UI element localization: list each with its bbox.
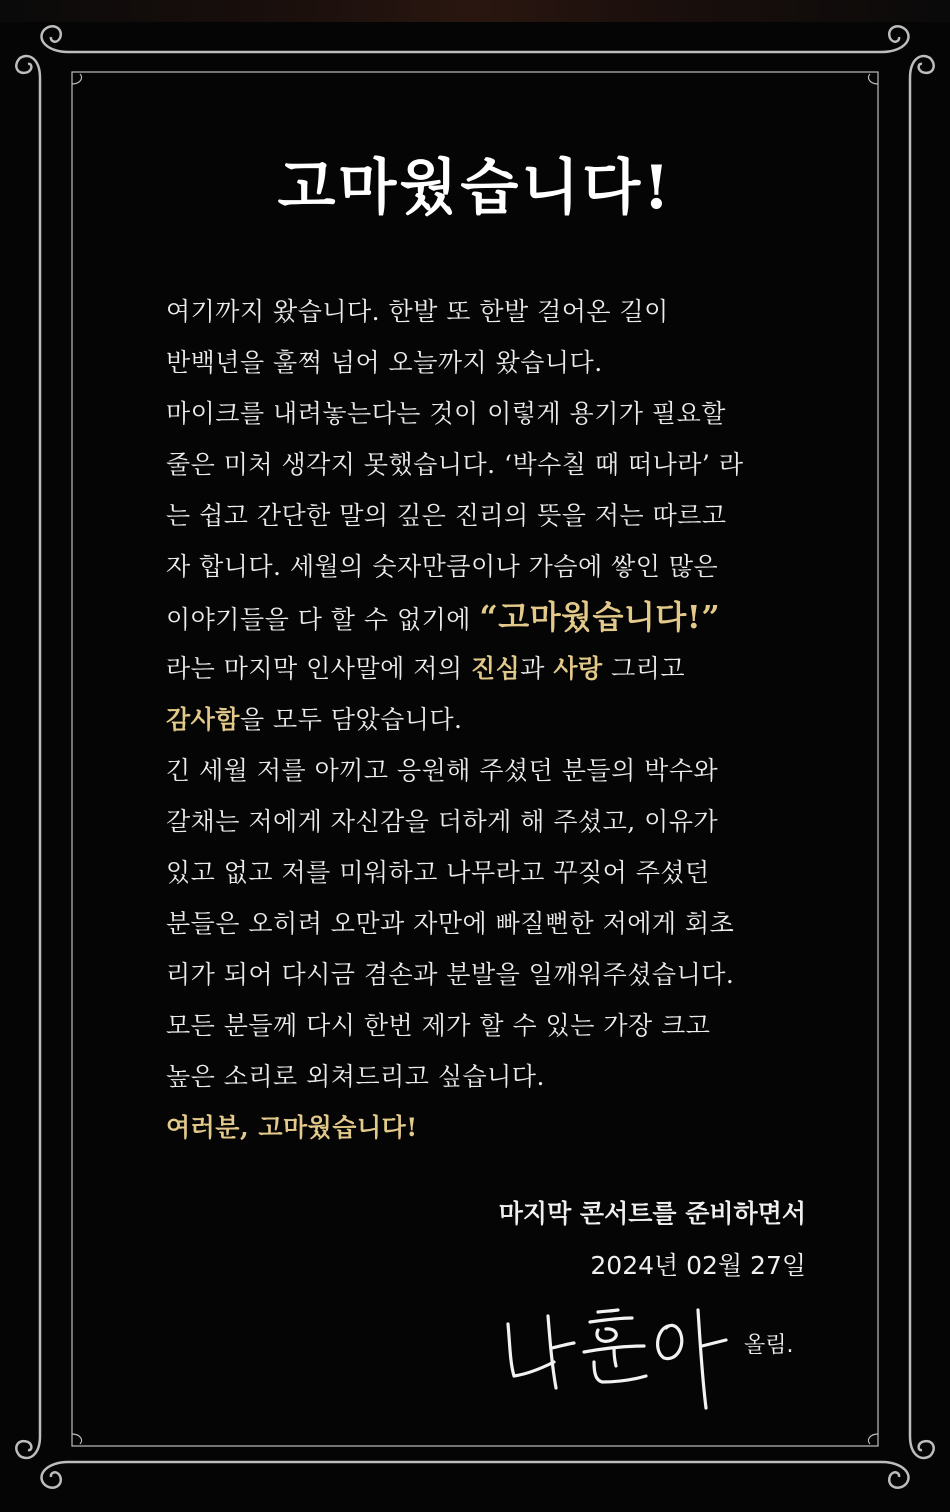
body-line: 높은 소리로 외쳐드리고 싶습니다. xyxy=(166,1062,545,1091)
highlight-everyone-thanks: 여러분, 고마웠습니다! xyxy=(166,1113,418,1142)
letter-title: 고마웠습니다! xyxy=(277,153,673,223)
body-line: 있고 없고 저를 미워하고 나무라고 꾸짖어 주셨던 xyxy=(166,858,710,887)
letter-date: 2024년 02월 27일 xyxy=(590,1251,806,1280)
body-line: 긴 세월 저를 아끼고 응원해 주셨던 분들의 박수와 xyxy=(166,756,719,785)
body-line: 는 쉽고 간단한 말의 깊은 진리의 뜻을 저는 따르고 xyxy=(166,501,727,530)
body-line: 자 합니다. 세월의 숫자만큼이나 가슴에 쌓인 많은 xyxy=(166,552,719,581)
closing-word: 올림. xyxy=(744,1333,794,1358)
signoff xyxy=(499,1188,806,1292)
body-line: 줄은 미처 생각지 못했습니다. ‘박수칠 때 떠나라’ 라 xyxy=(166,450,744,479)
body-line: 분들은 오히려 오만과 자만에 빠질뻔한 저에게 회초 xyxy=(166,909,735,938)
body-line: 반백년을 훌쩍 넘어 오늘까지 왔습니다. xyxy=(166,348,603,377)
highlight-thanks-quote: “고마웠습니다!” xyxy=(479,598,721,636)
body-line: 모든 분들께 다시 한번 제가 할 수 있는 가장 크고 xyxy=(166,1011,711,1040)
body-line: 리가 되어 다시금 겸손과 분발을 일깨워주셨습니다. xyxy=(166,960,735,989)
body-line: 감사함을 모두 담았습니다. xyxy=(166,705,463,734)
handwritten-signature xyxy=(498,1296,738,1416)
body-line: 여기까지 왔습니다. 한발 또 한발 걸어온 길이 xyxy=(166,297,669,326)
highlight-sincerity: 진심 xyxy=(470,654,521,683)
body-line-closing xyxy=(166,1102,806,1153)
body-line: 마이크를 내려놓는다는 것이 이렇게 용기가 필요할 xyxy=(166,399,726,428)
signoff-context: 마지막 콘서트를 준비하면서 xyxy=(498,1199,806,1228)
highlight-gratitude: 감사함 xyxy=(166,705,240,734)
letter-body xyxy=(166,286,806,1153)
body-line: 이야기들을 다 할 수 없기에 “고마웠습니다!” xyxy=(166,598,721,636)
body-line: 갈채는 저에게 자신감을 더하게 해 주셨고, 이유가 xyxy=(166,807,719,836)
highlight-love: 사랑 xyxy=(553,654,603,683)
body-line: 라는 마지막 인사말에 저의 진심과 사랑 그리고 xyxy=(166,654,686,683)
